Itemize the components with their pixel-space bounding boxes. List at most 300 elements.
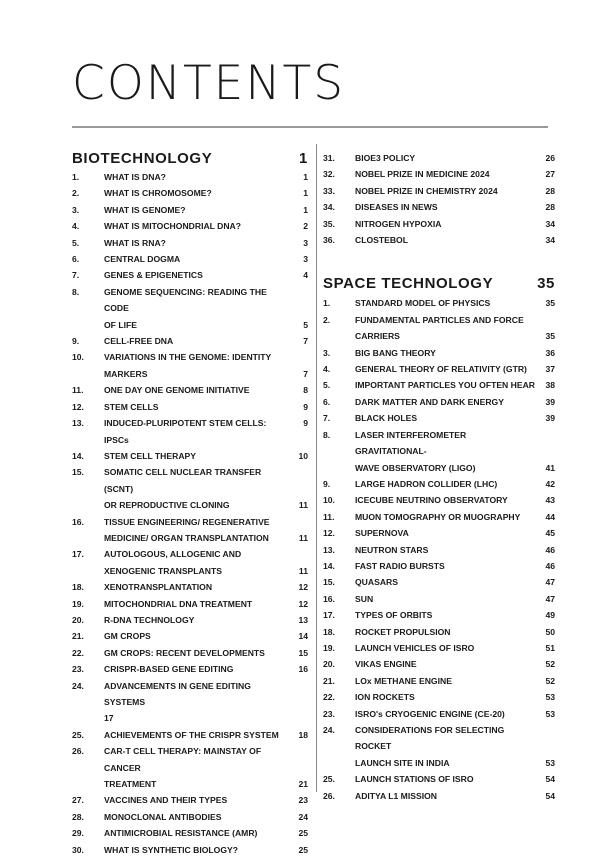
entry-page: 39 <box>545 396 555 407</box>
entry-line <box>355 788 555 804</box>
entry-number: 11. <box>323 511 335 522</box>
toc-entry[interactable] <box>323 492 555 508</box>
entry-line <box>104 628 308 644</box>
entry-page: 1 <box>303 172 308 182</box>
entry-body <box>104 661 308 677</box>
toc-entry[interactable] <box>323 722 555 771</box>
entry-number: 18. <box>323 626 335 637</box>
entry-line <box>355 771 555 787</box>
entry-page: 35 <box>545 298 555 309</box>
entry-body <box>355 722 555 771</box>
toc-entry[interactable] <box>72 267 308 283</box>
entry-title: ROCKET PROPULSION <box>355 626 451 637</box>
entry-number: 21. <box>323 675 335 686</box>
entry-line <box>104 284 308 317</box>
entry-number: 13. <box>72 418 84 429</box>
entry-line <box>104 842 308 858</box>
section-title: SPACE TECHNOLOGY <box>323 275 494 293</box>
entry-page: 25 <box>298 828 308 839</box>
toc-entry[interactable] <box>72 546 308 579</box>
entry-page: 38 <box>545 380 555 391</box>
entry-number: 5. <box>72 237 80 248</box>
entry-page: 28 <box>545 202 555 213</box>
toc-entry[interactable] <box>323 558 555 574</box>
entry-body <box>355 295 555 311</box>
entry-line <box>104 776 308 792</box>
toc-entry[interactable] <box>72 612 308 628</box>
entry-number: 21. <box>72 631 84 642</box>
entry-line <box>104 792 308 808</box>
entry-number: 3. <box>72 204 80 215</box>
toc-entry[interactable] <box>323 591 555 607</box>
toc-entry[interactable] <box>323 788 555 804</box>
entry-page: 7 <box>303 368 308 379</box>
entry-body <box>355 150 555 166</box>
entry-page: 11 <box>298 565 308 576</box>
entry-number: 20. <box>323 659 335 670</box>
toc-entry[interactable] <box>72 349 308 382</box>
entry-line <box>355 542 555 558</box>
entry-body <box>355 427 555 476</box>
toc-entry[interactable] <box>323 232 555 248</box>
entry-page: 26 <box>545 153 555 163</box>
entry-page <box>537 427 555 460</box>
entry-line <box>104 497 308 513</box>
entry-line <box>355 183 555 199</box>
toc-entry[interactable] <box>72 235 308 251</box>
toc-entry[interactable] <box>72 448 308 464</box>
entry-body <box>104 464 308 513</box>
entry-title: TREATMENT <box>104 779 157 790</box>
entry-body <box>104 349 308 382</box>
entry-number: 24. <box>323 725 335 735</box>
entry-page: 13 <box>298 614 308 625</box>
entry-body <box>355 525 555 541</box>
entry-line <box>104 809 308 825</box>
entry-number: 23. <box>323 708 335 719</box>
entry-line <box>104 464 308 497</box>
entry-line <box>355 361 555 377</box>
entry-page: 9 <box>303 418 308 429</box>
entry-title: WHAT IS GENOME? <box>104 204 186 215</box>
entry-number: 6. <box>323 396 331 407</box>
entry-title: DARK MATTER AND DARK ENERGY <box>355 396 504 407</box>
entry-number: 17. <box>323 610 335 621</box>
entry-body <box>355 166 555 182</box>
entry-page: 15 <box>298 647 308 658</box>
entry-title: LAUNCH STATIONS OF ISRO <box>355 774 474 785</box>
toc-entry[interactable] <box>323 216 555 232</box>
entry-number: 25. <box>72 729 84 740</box>
toc-entry[interactable] <box>72 514 308 547</box>
entry-line <box>104 743 308 776</box>
entry-line <box>104 563 308 579</box>
entry-page: 53 <box>545 692 555 703</box>
toc-entry[interactable] <box>323 427 555 476</box>
toc-entry[interactable] <box>72 218 308 234</box>
entry-number: 15. <box>323 577 335 588</box>
toc-entry[interactable] <box>323 624 555 640</box>
toc-entry[interactable] <box>323 361 555 377</box>
entry-title: WHAT IS RNA? <box>104 237 166 248</box>
entry-title: MITOCHONDRIAL DNA TREATMENT <box>104 598 253 609</box>
entry-body <box>104 579 308 595</box>
toc-entry[interactable] <box>323 509 555 525</box>
entry-body <box>355 377 555 393</box>
entry-line <box>355 558 555 574</box>
toc-entry[interactable] <box>72 251 308 267</box>
entry-number: 13. <box>323 544 335 555</box>
entry-body <box>355 673 555 689</box>
entry-number: 1. <box>323 298 331 309</box>
entry-line <box>355 640 555 656</box>
entry-title: NOBEL PRIZE IN MEDICINE 2024 <box>355 169 490 180</box>
entry-line <box>355 755 555 771</box>
entry-page: 14 <box>298 631 308 642</box>
entry-number: 22. <box>323 692 335 703</box>
entry-body <box>355 361 555 377</box>
entry-body <box>104 825 308 841</box>
entry-title: DISEASES IN NEWS <box>355 202 438 213</box>
entry-line <box>355 591 555 607</box>
entry-body <box>355 591 555 607</box>
toc-entry[interactable] <box>323 574 555 590</box>
toc-entry[interactable] <box>72 727 308 743</box>
entry-number: 8. <box>72 286 80 297</box>
entry-line <box>104 825 308 841</box>
entry-body <box>355 624 555 640</box>
entry-page: 45 <box>545 528 555 539</box>
entry-title: SUN <box>355 593 374 604</box>
entry-number: 30. <box>72 844 84 855</box>
entry-number: 26. <box>72 746 84 757</box>
toc-entry[interactable] <box>72 169 308 185</box>
entry-title: VARIATIONS IN THE GENOME: IDENTITY <box>104 352 272 363</box>
entry-title: SOMATIC CELL NUCLEAR TRANSFER (SCNT) <box>104 467 262 494</box>
entry-title: XENOGENIC TRANSPLANTS <box>104 565 222 576</box>
toc-entry[interactable] <box>72 579 308 595</box>
entry-title: GM CROPS: RECENT DEVELOPMENTS <box>104 647 265 658</box>
entry-title: IMPORTANT PARTICLES YOU OFTEN HEAR <box>355 380 535 391</box>
entry-line <box>355 394 555 410</box>
entry-body <box>104 612 308 628</box>
toc-entry[interactable] <box>72 382 308 398</box>
entry-line <box>104 267 308 283</box>
entry-title: VIKAS ENGINE <box>355 659 417 670</box>
toc-entry[interactable] <box>323 640 555 656</box>
entry-title: TYPES OF ORBITS <box>355 610 433 621</box>
toc-entry[interactable] <box>323 345 555 361</box>
toc-entry[interactable] <box>72 743 308 792</box>
toc-entry[interactable] <box>323 295 555 311</box>
section-heading <box>72 150 308 168</box>
entry-page <box>537 312 555 328</box>
entry-line <box>355 410 555 426</box>
entry-page: 12 <box>298 582 308 593</box>
entry-number: 18. <box>72 582 84 593</box>
entry-body <box>104 399 308 415</box>
entry-body <box>355 216 555 232</box>
entry-body <box>355 656 555 672</box>
entry-page: 39 <box>545 413 555 424</box>
toc-entry[interactable] <box>72 202 308 218</box>
toc-entry[interactable] <box>72 464 308 513</box>
entry-line <box>104 185 308 201</box>
toc-entry[interactable] <box>323 525 555 541</box>
entry-title: WHAT IS CHROMOSOME? <box>104 188 212 199</box>
toc-entry[interactable] <box>72 792 308 808</box>
entry-title: XENOTRANSPLANTATION <box>104 582 213 593</box>
toc-entry[interactable] <box>72 809 308 825</box>
entry-line <box>355 509 555 525</box>
entry-number: 9. <box>323 478 331 489</box>
toc-entry[interactable] <box>72 399 308 415</box>
entry-title: BLACK HOLES <box>355 413 418 424</box>
entry-body <box>104 546 308 579</box>
entry-line <box>355 377 555 393</box>
entry-page: 1 <box>303 188 308 199</box>
entry-number: 4. <box>72 221 80 232</box>
entry-body <box>355 199 555 215</box>
entry-number: 5. <box>323 380 331 391</box>
toc-entry[interactable] <box>72 661 308 677</box>
entry-page: 4 <box>303 270 308 281</box>
entry-title: ACHIEVEMENTS OF THE CRISPR SYSTEM <box>104 729 279 740</box>
column-divider <box>316 144 317 792</box>
entry-page <box>537 722 555 755</box>
entry-title: NEUTRON STARS <box>355 544 429 555</box>
entry-title: MUON TOMOGRAPHY OR MUOGRAPHY <box>355 511 521 522</box>
entry-title: LAUNCH VEHICLES OF ISRO <box>355 642 475 653</box>
toc-entry[interactable] <box>323 673 555 689</box>
entry-page: 3 <box>303 254 308 265</box>
entry-body <box>355 476 555 492</box>
toc-entry[interactable] <box>323 771 555 787</box>
entry-page: 52 <box>545 675 555 686</box>
entry-body <box>104 284 308 333</box>
entry-number: 2. <box>72 188 80 199</box>
entry-number: 16. <box>72 516 84 527</box>
toc-entry[interactable] <box>323 410 555 426</box>
entry-line <box>104 235 308 251</box>
entry-title: OF LIFE <box>104 319 137 330</box>
entry-page: 36 <box>545 347 555 358</box>
entry-line <box>104 727 308 743</box>
entry-number: 22. <box>72 647 84 658</box>
entry-page: 2 <box>303 221 308 232</box>
section-page: 1 <box>299 150 308 167</box>
entry-body <box>104 809 308 825</box>
entry-body <box>355 509 555 525</box>
toc-entry[interactable] <box>323 607 555 623</box>
entry-page: 47 <box>545 593 555 604</box>
entry-body <box>355 706 555 722</box>
entry-page: 54 <box>545 774 555 785</box>
entry-body <box>355 492 555 508</box>
toc-entry[interactable] <box>323 183 555 199</box>
entry-title: GENES & EPIGENETICS <box>104 270 203 281</box>
entry-body <box>104 727 308 743</box>
entry-body <box>355 345 555 361</box>
left-column <box>72 150 308 858</box>
section-spacer <box>323 248 555 273</box>
entry-title: ADVANCEMENTS IN GENE EDITING SYSTEMS <box>104 680 251 707</box>
entry-page: 18 <box>298 729 308 740</box>
entry-body <box>104 678 308 727</box>
entry-body <box>104 202 308 218</box>
entry-title: CELL-FREE DNA <box>104 336 174 347</box>
entry-number: 1. <box>72 172 80 182</box>
entry-page: 34 <box>545 218 555 229</box>
entry-line <box>104 349 308 365</box>
entry-page: 54 <box>545 790 555 801</box>
entry-title: MONOCLONAL ANTIBODIES <box>104 811 222 822</box>
entry-number: 17. <box>72 549 84 560</box>
entry-title: CONSIDERATIONS FOR SELECTING ROCKET <box>355 725 505 752</box>
entry-title: AUTOLOGOUS, ALLOGENIC AND <box>104 549 242 560</box>
entry-page: 52 <box>545 659 555 670</box>
entry-title: GM CROPS <box>104 631 151 642</box>
entry-body <box>355 312 555 345</box>
entry-line <box>355 345 555 361</box>
entry-line <box>104 218 308 234</box>
entry-page: 51 <box>545 642 555 653</box>
entry-body <box>355 640 555 656</box>
entry-page: 11 <box>298 532 308 543</box>
entry-title: SUPERNOVA <box>355 528 409 539</box>
entry-title: CLOSTEBOL <box>355 235 408 246</box>
toc-entry[interactable] <box>72 596 308 612</box>
toc-entry[interactable] <box>323 476 555 492</box>
entry-page: 23 <box>298 795 308 806</box>
entry-line <box>355 525 555 541</box>
toc-entry[interactable] <box>323 542 555 558</box>
entry-number: 31. <box>323 153 335 163</box>
toc-entry[interactable] <box>72 825 308 841</box>
entry-number: 19. <box>72 598 84 609</box>
entry-body <box>355 574 555 590</box>
entry-title: R-DNA TECHNOLOGY <box>104 614 195 625</box>
entry-number: 2. <box>323 314 331 325</box>
entry-page: 10 <box>298 450 308 461</box>
entry-title: FAST RADIO BURSTS <box>355 560 445 571</box>
entry-page: 9 <box>303 401 308 412</box>
toc-entry[interactable] <box>72 333 308 349</box>
toc-entry[interactable] <box>323 199 555 215</box>
entry-page: 46 <box>545 560 555 571</box>
entry-body <box>355 542 555 558</box>
entry-page: 1 <box>303 204 308 215</box>
toc-entry[interactable] <box>72 415 308 448</box>
entry-body <box>104 185 308 201</box>
toc-entry[interactable] <box>323 394 555 410</box>
entry-number: 25. <box>323 774 335 785</box>
entry-title: CENTRAL DOGMA <box>104 254 181 265</box>
entry-page: 12 <box>298 598 308 609</box>
entry-line <box>104 251 308 267</box>
toc-entry[interactable] <box>72 185 308 201</box>
entry-body <box>355 771 555 787</box>
entry-number: 11. <box>72 385 84 396</box>
entry-page: 50 <box>545 626 555 637</box>
entry-body <box>104 251 308 267</box>
entry-line <box>355 232 555 248</box>
entry-title: LOx METHANE ENGINE <box>355 675 452 686</box>
entry-line <box>355 150 555 166</box>
entry-line <box>355 574 555 590</box>
toc-entry[interactable] <box>72 678 308 727</box>
entry-line <box>355 656 555 672</box>
entry-page <box>290 284 308 317</box>
entry-body <box>355 607 555 623</box>
toc-entry[interactable] <box>72 645 308 661</box>
toc-entry[interactable] <box>323 377 555 393</box>
entry-number: 12. <box>72 401 84 412</box>
entry-line <box>104 202 308 218</box>
entry-line <box>355 427 555 460</box>
section-title: BIOTECHNOLOGY <box>72 150 213 167</box>
entry-body <box>355 558 555 574</box>
entry-number: 27. <box>72 795 84 806</box>
entry-page: 46 <box>545 544 555 555</box>
entry-body <box>355 788 555 804</box>
toc-entry[interactable] <box>323 706 555 722</box>
entry-line <box>104 415 308 448</box>
entry-line <box>104 530 308 546</box>
entry-page: 11 <box>298 500 308 511</box>
entry-body <box>104 267 308 283</box>
entry-line <box>104 399 308 415</box>
entry-line <box>355 673 555 689</box>
entry-title: WAVE OBSERVATORY (LIGO) <box>355 462 476 473</box>
entry-title: WHAT IS MITOCHONDRIAL DNA? <box>104 221 242 232</box>
entry-number: 33. <box>323 185 335 196</box>
toc-entry[interactable] <box>323 656 555 672</box>
entry-page: 53 <box>545 708 555 719</box>
entry-page <box>290 710 308 726</box>
entry-line <box>355 706 555 722</box>
entry-page: 41 <box>545 462 555 473</box>
toc-entry[interactable] <box>323 689 555 705</box>
toc-entry[interactable] <box>72 628 308 644</box>
entry-body <box>104 792 308 808</box>
entry-body <box>104 514 308 547</box>
entry-title: LAUNCH SITE IN INDIA <box>355 757 450 768</box>
entry-body <box>355 410 555 426</box>
toc-entry[interactable] <box>323 150 555 166</box>
toc-entry[interactable] <box>72 284 308 333</box>
entry-title: INDUCED-PLURIPOTENT STEM CELLS: IPSCs <box>104 418 267 445</box>
entry-page: 7 <box>303 336 308 347</box>
entry-line <box>104 661 308 677</box>
toc-entry[interactable] <box>72 842 308 858</box>
entry-number: 8. <box>323 429 331 440</box>
toc-entry[interactable] <box>323 312 555 345</box>
entry-number: 14. <box>323 560 335 571</box>
entry-line <box>104 596 308 612</box>
entry-number: 28. <box>72 811 84 822</box>
entry-number: 3. <box>323 347 331 358</box>
right-column <box>323 150 555 804</box>
entry-body <box>355 689 555 705</box>
toc-entry[interactable] <box>323 166 555 182</box>
entry-title: QUASARS <box>355 577 398 588</box>
entry-number: 19. <box>323 642 335 653</box>
entry-number: 12. <box>323 528 335 539</box>
entry-page: 8 <box>303 385 308 396</box>
entry-body <box>104 645 308 661</box>
entry-page: 43 <box>545 495 555 506</box>
